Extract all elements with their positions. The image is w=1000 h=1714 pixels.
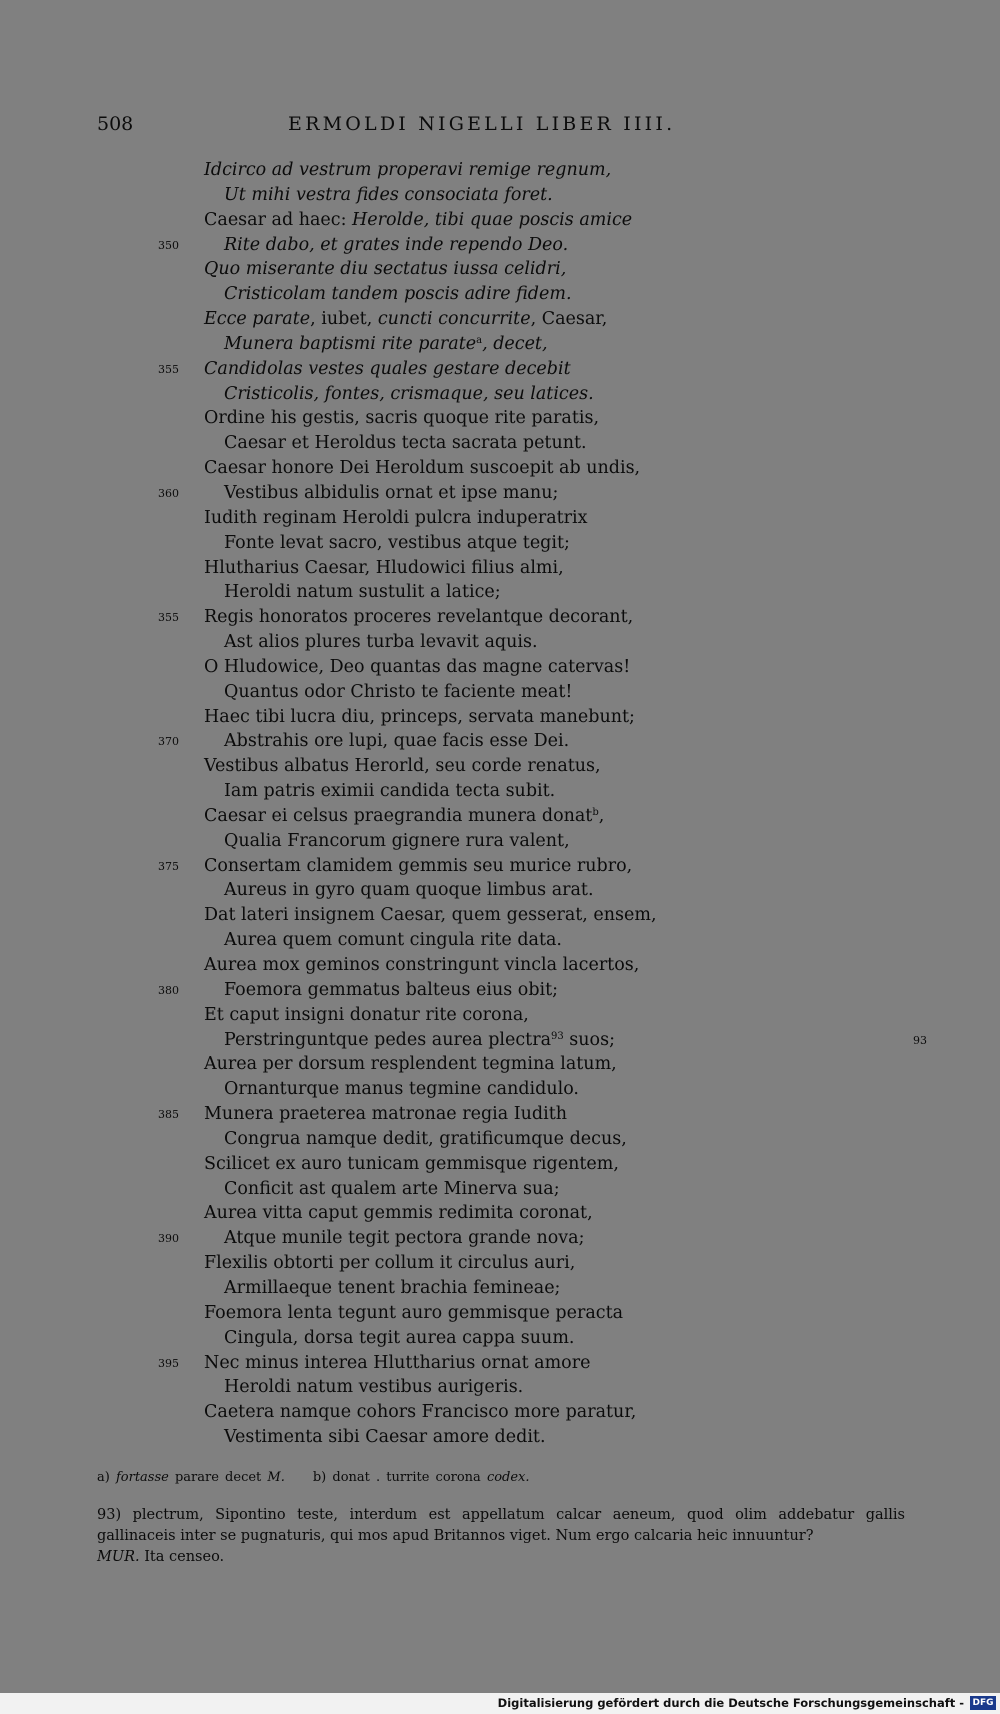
line-number: 380 xyxy=(158,983,179,997)
line-number: 385 xyxy=(158,1108,179,1122)
verse-line: Munera baptismi rite parate$^a$, decet, xyxy=(224,333,548,354)
verse-line: Aureus in gyro quam quoque limbus arat. xyxy=(224,880,594,901)
verse-line: Congrua namque dedit, gratificumque decus, xyxy=(224,1128,627,1149)
line-number: 355 xyxy=(158,611,179,625)
verse-line: Haec tibi lucra diu, princeps, servata manebunt; xyxy=(204,706,635,727)
verse-line: Caesar honore Dei Heroldum suscoepit ab undis, xyxy=(204,458,641,479)
verse-line: 395 Nec minus interea Hluttharius ornat amore xyxy=(0,1351,1000,1376)
verse-line: Caesar ei celsus praegrandia munera donat$^b$, xyxy=(204,805,605,826)
verse-line: Aurea per dorsum resplendent tegmina latum, xyxy=(204,1054,617,1075)
verse-line: Armillaeque tenent brachia femineae; xyxy=(224,1277,561,1298)
verse-line: Cristicolis, fontes, crismaque, seu latices. xyxy=(224,383,594,404)
verse-line: Ordine his gestis, sacris quoque rite paratis, xyxy=(204,408,600,429)
margin-note: 93 xyxy=(913,1033,927,1047)
verse-line: Ornanturque manus tegmine candidulo. xyxy=(224,1079,579,1100)
verse-line: Dat lateri insignem Caesar, quem gesserat, ensem, xyxy=(204,905,657,926)
verse-line: 355 Candidolas vestes quales gestare decebit xyxy=(0,357,1000,382)
page-number: 508 xyxy=(97,113,134,135)
verse-line: 385 Munera praeterea matronae regia Iudith xyxy=(0,1102,1000,1127)
verse-line: Hlutharius Caesar, Hludowici filius almi, xyxy=(204,557,564,578)
verse-line: Foemora lenta tegunt auro gemmisque peracta xyxy=(204,1302,624,1323)
verse-line: 360 Vestibus albidulis ornat et ipse manu; xyxy=(0,481,1000,506)
verse-line: Perstringuntque pedes aurea plectra$^{93}$ suos; 93 xyxy=(0,1028,1000,1053)
verse-line: 390 Atque munile tegit pectora grande nova; xyxy=(0,1226,1000,1251)
line-number: 395 xyxy=(158,1356,179,1370)
footnote-93: 93) plectrum, Sipontino teste, interdum est appellatum calcar aeneum, quod olim addebatur gallis gallinaceis inter se pugnaturis, qui mos apud Britannos viget. Num ergo calcaria heic innuuntur? MUR. Ita censeo. xyxy=(97,1507,905,1565)
verse-line: O Hludowice, Deo quantas das magne catervas! xyxy=(204,656,631,677)
verse-line: Caesar et Heroldus tecta sacrata petunt. xyxy=(224,433,587,454)
running-header xyxy=(0,113,1000,143)
verse-line: Ast alios plures turba levavit aquis. xyxy=(224,632,538,653)
verse-line: Aurea vitta caput gemmis redimita coronat, xyxy=(204,1203,593,1224)
verse-line: Heroldi natum vestibus aurigeris. xyxy=(224,1377,524,1398)
poem-text xyxy=(0,158,1000,1450)
line-number: 375 xyxy=(158,859,179,873)
dfg-logo: DFG xyxy=(970,1696,996,1710)
verse-line: Aurea quem comunt cingula rite data. xyxy=(224,930,562,951)
line-number: 390 xyxy=(158,1232,179,1246)
verse-line: 350 Rite dabo, et grates inde rependo Deo. xyxy=(0,233,1000,258)
verse-line: Cristicolam tandem poscis adire fidem. xyxy=(224,284,572,305)
apparatus-notes: a) fortasse parare decet M. b) donat . turrite corona codex. xyxy=(97,1470,530,1485)
verse-line: Vestimenta sibi Caesar amore dedit. xyxy=(224,1427,546,1448)
verse-line: 370 Abstrahis ore lupi, quae facis esse Dei. xyxy=(0,729,1000,754)
verse-line: Quo miserante diu sectatus iussa celidri, xyxy=(204,259,567,280)
verse-line: Ut mihi vestra fides consociata foret. xyxy=(224,184,553,205)
verse-line: 375 Consertam clamidem gemmis seu murice rubro, xyxy=(0,854,1000,879)
page-title: ERMOLDI NIGELLI LIBER IIII. xyxy=(288,113,676,135)
line-number: 360 xyxy=(158,486,179,500)
line-number: 350 xyxy=(158,238,179,252)
verse-line: Fonte levat sacro, vestibus atque tegit; xyxy=(224,532,570,553)
verse-line: Idcirco ad vestrum properavi remige regnum, xyxy=(204,160,612,180)
footnote-ref-93: 93 xyxy=(551,1030,564,1042)
verse-line: Scilicet ex auro tunicam gemmisque rigentem, xyxy=(204,1153,619,1174)
verse-line: Iudith reginam Heroldi pulcra induperatrix xyxy=(204,507,588,528)
footnote-ref-b: b xyxy=(592,806,599,818)
verse-line: Ecce parate, iubet, cuncti concurrite, Caesar, xyxy=(204,309,608,330)
funding-note: Digitalisierung gefördert durch die Deutsche Forschungsgemeinschaft - xyxy=(497,1696,964,1710)
verse-line: Caesar ad haec: Herolde, tibi quae poscis amice xyxy=(204,209,633,230)
verse-line: Aurea mox geminos constringunt vincla lacertos, xyxy=(204,955,640,975)
verse-line: Vestibus albatus Herorld, seu corde renatus, xyxy=(204,756,601,777)
verse-line: Iam patris eximii candida tecta subit. xyxy=(224,781,556,802)
verse-line: Flexilis obtorti per collum it circulus auri, xyxy=(204,1253,576,1274)
verse-line: Conficit ast qualem arte Minerva sua; xyxy=(224,1178,560,1199)
verse-line: 355 Regis honoratos proceres revelantque decorant, xyxy=(0,605,1000,630)
line-number: 370 xyxy=(158,735,179,749)
footer-bar xyxy=(0,1693,1000,1714)
verse-line: Heroldi natum sustulit a latice; xyxy=(224,582,501,603)
verse-line: Caetera namque cohors Francisco more paratur, xyxy=(204,1402,637,1423)
verse-line: Cingula, dorsa tegit aurea cappa suum. xyxy=(224,1327,575,1348)
verse-line: 380 Foemora gemmatus balteus eius obit; xyxy=(0,978,1000,1003)
verse-line: Quantus odor Christo te faciente meat! xyxy=(224,681,573,702)
footnote-ref-a: a xyxy=(476,334,483,346)
verse-line: Qualia Francorum gignere rura valent, xyxy=(224,830,570,851)
line-number: 355 xyxy=(158,362,179,376)
verse-line: Et caput insigni donatur rite corona, xyxy=(204,1004,529,1025)
